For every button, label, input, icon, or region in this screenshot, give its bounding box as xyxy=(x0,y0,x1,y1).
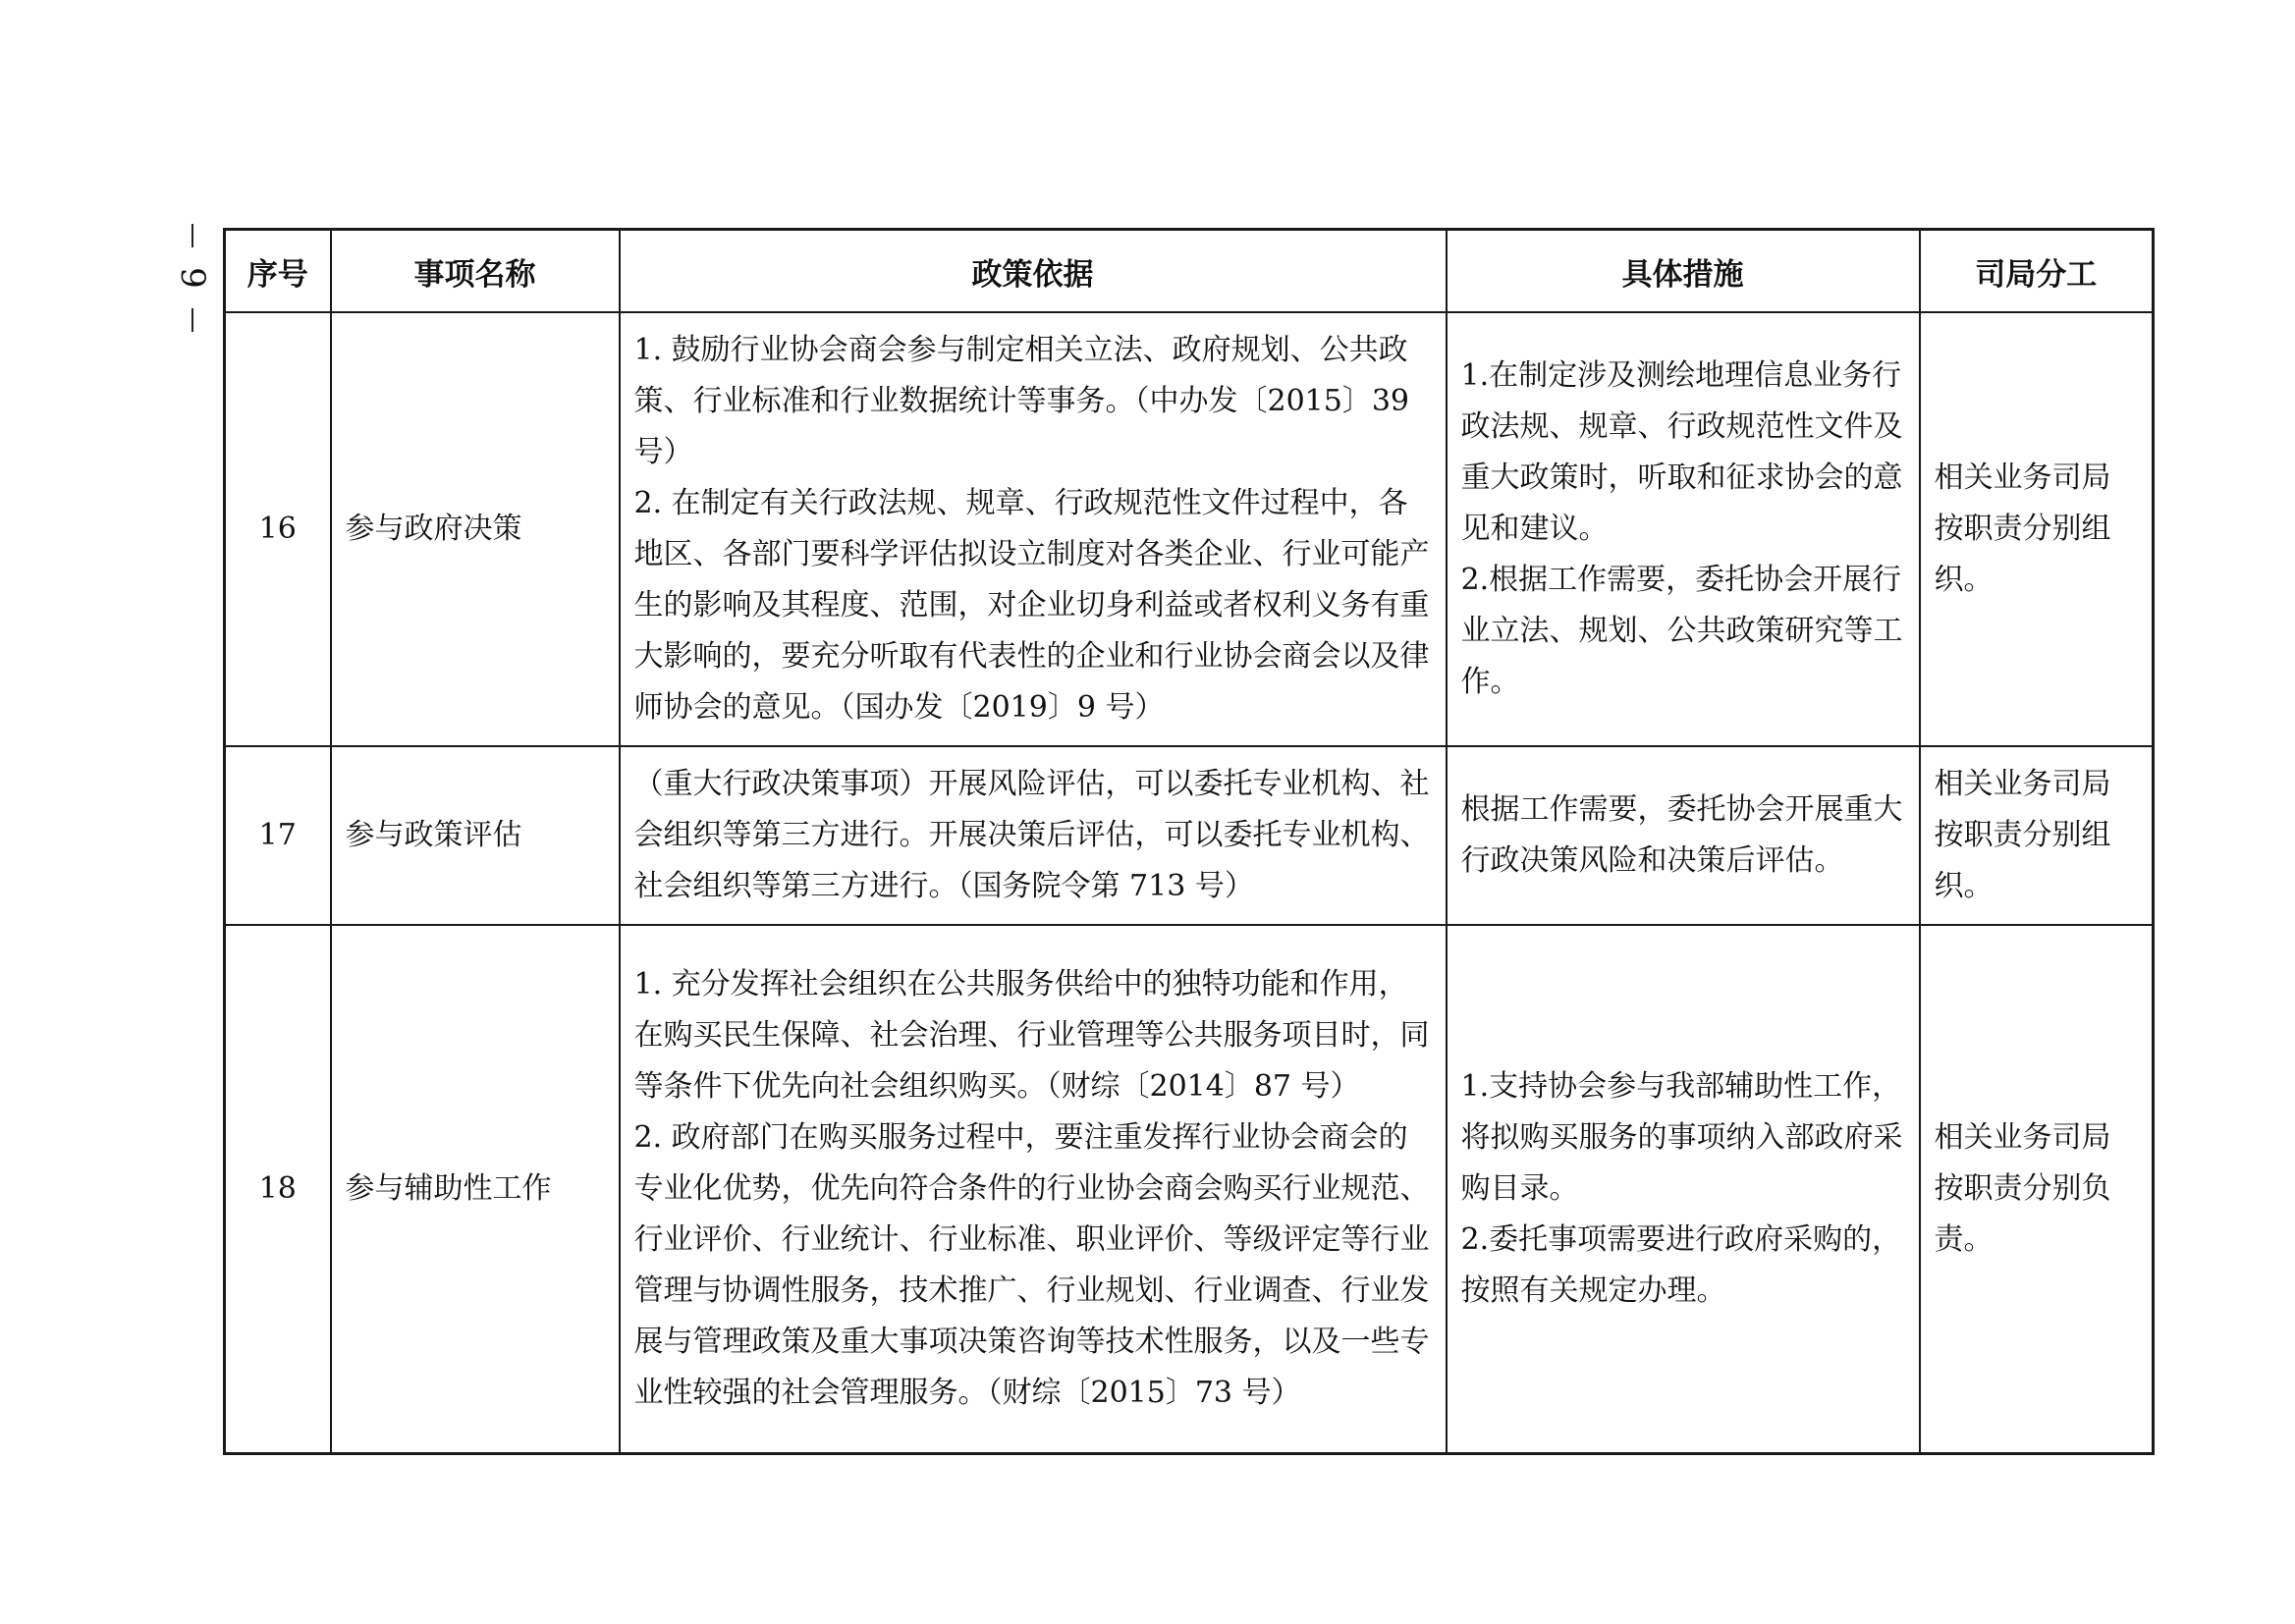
row-policy-basis xyxy=(620,925,1447,1454)
basis-item: （重大行政决策事项）开展风险评估，可以委托专业机构、社会组织等第三方进行。开展决策后评估，可以委托专业机构、社会组织等第三方进行。（国务院令第 713 号） xyxy=(633,767,1430,903)
basis-item: 1. 鼓励行业协会商会参与制定相关立法、政府规划、公共政策、行业标准和行业数据统计等事务。（中办发〔2015〕39 号） xyxy=(633,333,1410,469)
row-division: 相关业务司局按职责分别组织。 xyxy=(1920,312,2154,746)
measure-item: 2.根据工作需要，委托协会开展行业立法、规划、公共政策研究等工作。 xyxy=(1460,563,1903,699)
measure-item: 根据工作需要，委托协会开展重大行政决策风险和决策后评估。 xyxy=(1460,792,1903,878)
page-number-value: 9 xyxy=(172,267,212,289)
page-number-dash-top xyxy=(191,224,193,247)
row-policy-basis xyxy=(620,746,1447,925)
table-header xyxy=(225,230,2154,313)
row-seq: 16 xyxy=(225,312,331,746)
page-number xyxy=(173,224,212,332)
page-number-dash-bottom xyxy=(191,308,193,332)
row-measures xyxy=(1447,312,1920,746)
header-measures: 具体措施 xyxy=(1447,230,1920,313)
row-item-name: 参与辅助性工作 xyxy=(331,925,620,1454)
row-item-name: 参与政策评估 xyxy=(331,746,620,925)
measure-item: 1.在制定涉及测绘地理信息业务行政法规、规章、行政规范性文件及重大政策时，听取和征求协会的意见和建议。 xyxy=(1460,358,1903,546)
measure-item: 1.支持协会参与我部辅助性工作，将拟购买服务的事项纳入部政府采购目录。 xyxy=(1460,1069,1903,1206)
table-row xyxy=(225,925,2154,1454)
basis-item: 2. 政府部门在购买服务过程中，要注重发挥行业协会商会的专业化优势，优先向符合条件的行业协会商会购买行业规范、行业评价、行业统计、行业标准、职业评价、等级评定等行业管理与协调性服务，技术推广、行业规划、行业调查、行业发展与管理政策及重大事项决策咨询等技术性服务，以及一些专业性较强的社会管理服务。（财综〔2015〕73 号） xyxy=(633,1120,1430,1410)
row-measures xyxy=(1447,925,1920,1454)
row-item-name: 参与政府决策 xyxy=(331,312,620,746)
row-measures xyxy=(1447,746,1920,925)
row-seq: 18 xyxy=(225,925,331,1454)
basis-item: 2. 在制定有关行政法规、规章、行政规范性文件过程中，各地区、各部门要科学评估拟设立制度对各类企业、行业可能产生的影响及其程度、范围，对企业切身利益或者权利义务有重大影响的，要充分听取有代表性的企业和行业协会商会以及律师协会的意见。（国办发〔2019〕9 号） xyxy=(633,486,1430,725)
row-division: 相关业务司局按职责分别负责。 xyxy=(1920,925,2154,1454)
header-name: 事项名称 xyxy=(331,230,620,313)
row-policy-basis xyxy=(620,312,1447,746)
header-row xyxy=(225,230,2154,313)
measure-item: 2.委托事项需要进行政府采购的，按照有关规定办理。 xyxy=(1460,1222,1902,1308)
header-division: 司局分工 xyxy=(1920,230,2154,313)
basis-item: 1. 充分发挥社会组织在公共服务供给中的独特功能和作用，在购买民生保障、社会治理、行业管理等公共服务项目时，同等条件下优先向社会组织购买。（财综〔2014〕87 号） xyxy=(633,967,1430,1104)
table-row xyxy=(225,746,2154,925)
header-basis: 政策依据 xyxy=(620,230,1447,313)
policy-table xyxy=(223,228,2155,1455)
header-seq: 序号 xyxy=(225,230,331,313)
row-division: 相关业务司局按职责分别组织。 xyxy=(1920,746,2154,925)
row-seq: 17 xyxy=(225,746,331,925)
table-row xyxy=(225,312,2154,746)
